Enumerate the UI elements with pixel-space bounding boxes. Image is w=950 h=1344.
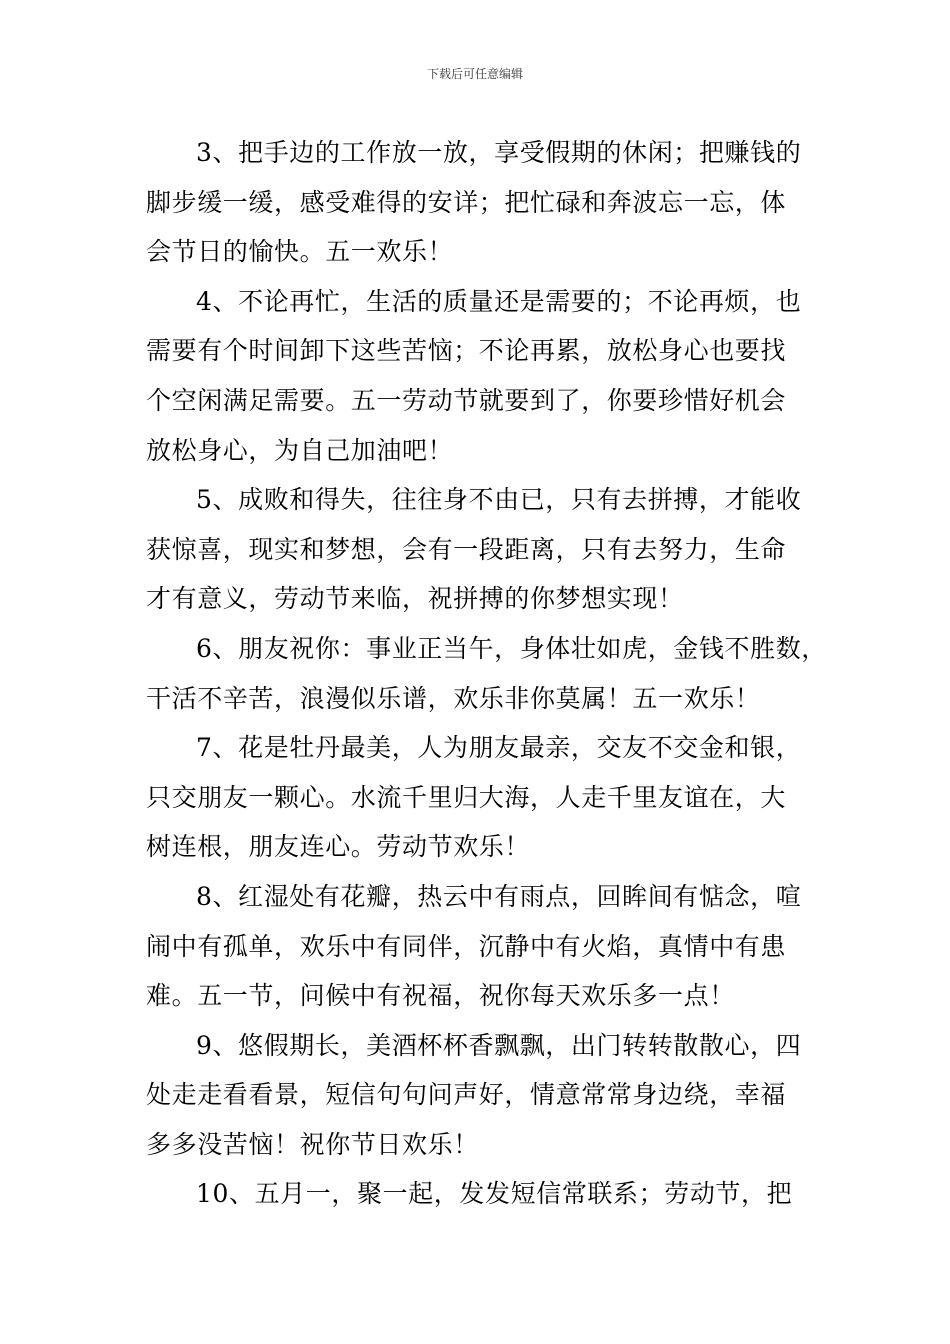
paragraph-3 [146,128,810,277]
text-line: 7、花是牡丹最美，人为朋友最亲，交友不交金和银， [196,733,802,763]
text-line: 脚步缓一缓，感受难得的安详；把忙碌和奔波忘一忘，体 [146,187,787,217]
text-line: 10、五月一，聚一起，发发短信常联系；劳动节，把 [196,1179,793,1209]
text-line: 才有意义，劳动节来临，祝拼搏的你梦想实现！ [146,584,684,614]
text-line: 3、把手边的工作放一放，享受假期的休闲；把赚钱的 [196,138,802,167]
paragraph-5 [146,475,810,624]
text-line: 会节日的愉快。五一欢乐！ [146,237,454,267]
text-line: 个空闲满足需要。五一劳动节就要到了，你要珍惜好机会 [146,385,787,415]
text-line: 需要有个时间卸下这些苦恼；不论再累，放松身心也要找 [146,336,787,366]
text-line: 难。五一节，问候中有祝福，祝你每天欢乐多一点！ [146,981,735,1011]
text-line: 9、悠假期长，美酒杯杯香飘飘，出门转转散散心，四 [196,1030,802,1060]
paragraph-7 [146,723,810,872]
text-line: 5、成败和得失，往往身不由已，只有去拼搏，才能收 [196,485,802,515]
text-line: 干活不辛苦，浪漫似乐谱，欢乐非你莫属！五一欢乐！ [146,683,761,713]
text-line: 闹中有孤单，欢乐中有同伴，沉静中有火焰，真情中有患 [146,931,787,961]
text-line: 树连根，朋友连心。劳动节欢乐！ [146,832,531,862]
text-line: 8、红湿处有花瓣，热云中有雨点，回眸间有惦念，喧 [196,881,802,911]
paragraph-8 [146,872,810,1021]
text-line: 处走走看看景，短信句句问声好，情意常常身边绕，幸福 [146,1080,787,1110]
paragraph-4 [146,277,810,475]
paragraph-6 [146,624,827,723]
document-body [146,128,827,1219]
text-line: 放松身心，为自己加油吧！ [146,435,454,465]
text-line: 多多没苦恼！祝你节日欢乐！ [146,1129,479,1159]
text-line: 获惊喜，现实和梦想，会有一段距离，只有去努力，生命 [146,534,787,564]
text-line: 6、朋友祝你：事业正当午，身体壮如虎，金钱不胜数， [196,633,827,663]
page-header-note: 下载后可任意编辑 [426,67,523,81]
paragraph-10 [146,1169,810,1219]
text-line: 4、不论再忙，生活的质量还是需要的；不论再烦，也 [196,286,802,316]
text-line: 只交朋友一颗心。水流千里归大海，人走千里友谊在，大 [146,782,787,812]
paragraph-9 [146,1021,810,1170]
